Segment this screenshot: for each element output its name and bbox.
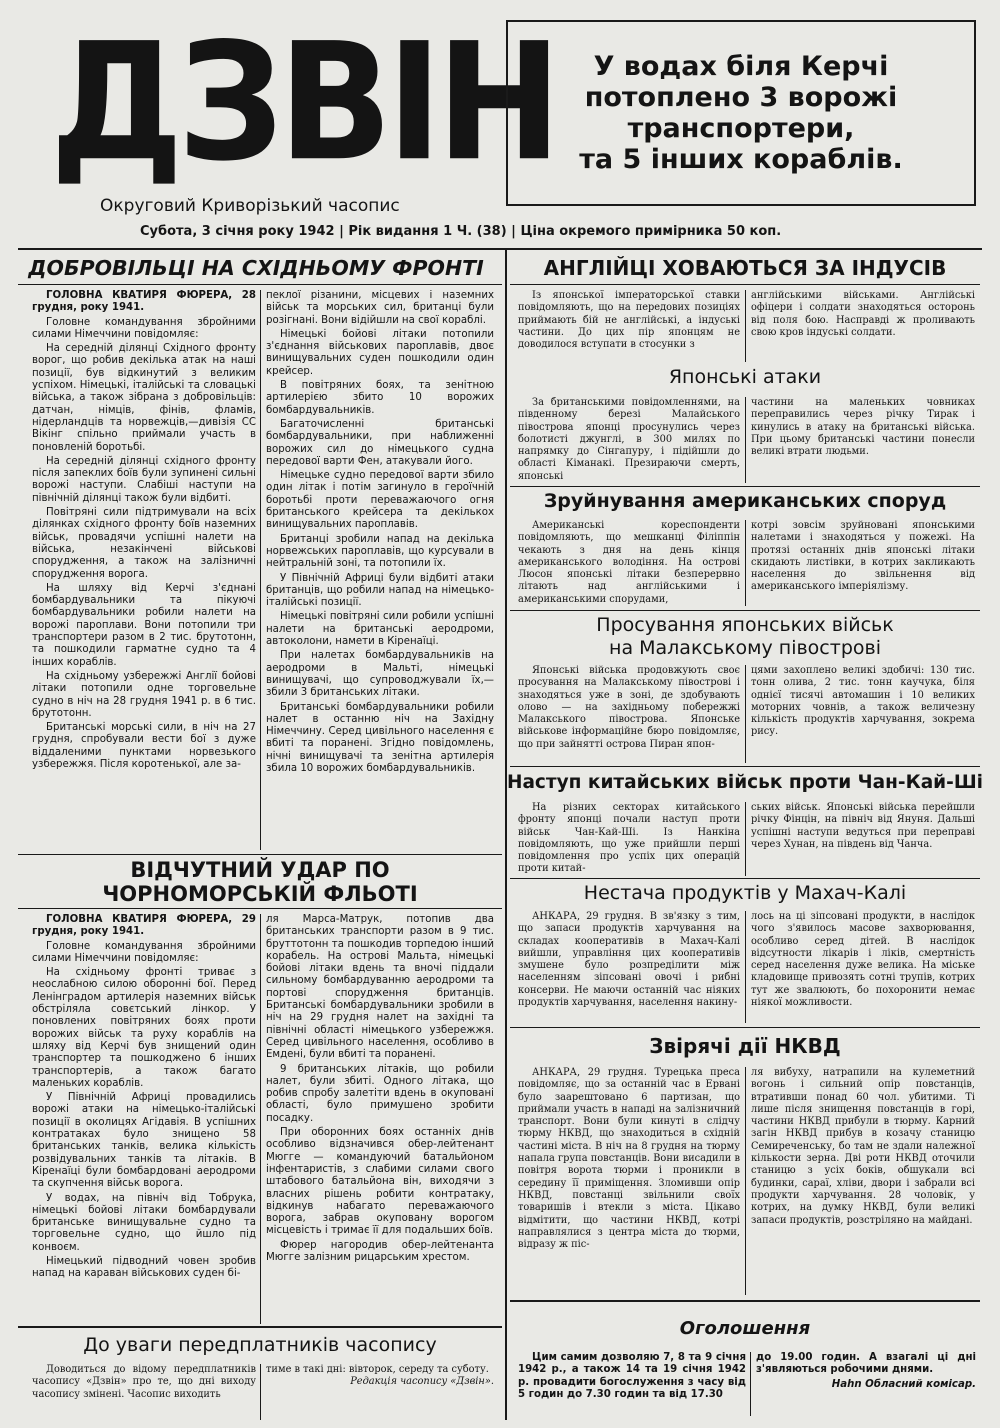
article-column: [518, 290, 740, 362]
notice-signature: Редакція часопису «Дзвін».: [350, 1376, 494, 1388]
paragraph: В повітряних боях, та зенітною артилерією збито 10 ворожих бомбардувальників.: [266, 380, 494, 416]
paragraph: ських військ. Японські війська перейшли річку Фінцін, на північ від Януня. Дальші успішні наступи ведуться при переправі через Хунан, на південь від Чанча.: [751, 802, 975, 850]
column-rule: [260, 1364, 261, 1420]
headline-line: та 5 інших кораблів.: [579, 144, 903, 175]
article-title: ДОБРОВІЛЬЦІ НА СХІДНЬОМУ ФРОНТІ: [28, 256, 484, 280]
article-lead: ГОЛОВНА КВАТИРЯ ФЮРЕРА, 28 грудня, року 1941.: [32, 290, 256, 314]
paragraph: Цим самим дозволяю 7, 8 та 9 січня 1942 р., а також 14 та 19 січня 1942 р. провадити богослуження з часу від 5 годин до 7.30 годин та від 17.30: [518, 1352, 746, 1400]
title-rule: [510, 284, 980, 285]
paragraph: У водах, на північ від Тобрука, німецькі бойові літаки бомбардували британське винищувальне судно та торговельне судно, що йшло під конвоєм.: [32, 1192, 256, 1253]
article-column: [266, 290, 494, 850]
article-column: [751, 397, 975, 483]
article-column: [751, 1067, 975, 1295]
paragraph: На шляху від Керчі з'єднані бомбардувальники та пікуючі бомбардувальники робили налети на ворожі пароплави. Вони потопили три транспортери разом в 2 тис. брутотонн, та пошкодили гарматне судно та 4 інших кораблів.: [32, 582, 256, 668]
paragraph: При налетах бомбардувальників на аеродроми в Мальті, німецькі винищувачі, що супроводжували їх,—збили 3 британських літаки.: [266, 650, 494, 699]
article-column: [751, 665, 975, 763]
paragraph: Багаточисленні британські бомбардувальники, при наближенні ворожих сил до німецького судна передової варти Фен, атакували його.: [266, 418, 494, 467]
paragraph: Німецький підводний човен зробив напад на караван військових суден бі-: [32, 1256, 256, 1280]
article-title: Зруйнування американських споруд: [543, 490, 947, 512]
paragraph: АНКАРА, 29 грудня. Турецька преса повідомляє, що за останній час в Ервані було заарештовано 6 партизан, що приймали участь в нападі на залізничний транспорт. Вони були кинуті в слідчу тюрму НКВД, що знаходиться в східній частині міста. В ніч на 8 грудня на тюрму напала група повстанців. Вони висадили в повітря ворота тюрми і проникли в середину її приміщення. Зломивши опір НКВД, повстанці звільнили своїх товаришів і втекли з міста. Цікаво відмітити, що частини НКВД, котрі направлялися з центра міста до тюрми, відразу ж піс-: [518, 1067, 740, 1251]
paragraph: За британськими повідомленнями, на південному березі Малайського півострова японці просунулись через болотисті джунглі, в 300 милях по напрямку до Сінгапуру, і підійшли до області Кіманакі. Презираючи смерть, японські: [518, 397, 740, 482]
column-rule: [745, 802, 746, 876]
paragraph: На середній ділянці Східного фронту ворог, що робив декілька атак на наші позиції, був відкинутий з великим успіхом. Німецькі, італійські та словацькі війська, а також зібрана з добровільців: датчан, німців, фінів, фламів, нідерландців та норвежців,—дивізія СС Вікінг спільно приймали участь в поновленій боротьбі.: [32, 343, 256, 453]
announcement-column: [756, 1352, 976, 1418]
column-rule: [745, 911, 746, 1023]
article-column: [32, 290, 256, 850]
paragraph: 9 британських літаків, що робили налет, були збиті. Одного літака, що робив спробу залетіти вдень в окуповані області, було примушено зробити посадку.: [266, 1063, 494, 1124]
paragraph: На середній ділянці східного фронту після запеклих боїв були зупинені сильні ворожі наступи. Слабіші наступи на північній ділянці також були відбиті.: [32, 455, 256, 504]
article-column: [518, 397, 740, 483]
paragraph: На східньому узбережжі Англії бойові літаки потопили одне торговельне судно в ніч на 28 грудня 1941 р. в 6 тис. брутотонн.: [32, 670, 256, 719]
paragraph: тиме в такі дні: вівторок, середу та суботу.: [266, 1364, 489, 1375]
column-rule: [745, 1067, 746, 1295]
dateline: Субота, 3 січня року 1942 | Рік видання 1 Ч. (38) | Ціна окремого примірника 50 коп.: [140, 224, 782, 239]
paragraph: Німецькі бойові літаки потопили з'єднання військових пароплавів, двоє винищувальних суден пошкодили один крейсер.: [266, 328, 494, 377]
newspaper-subtitle: Округовий Криворізький часопис: [100, 196, 400, 216]
article-title: Нестача продуктів у Махач-Калі: [583, 882, 907, 904]
notice-title: До уваги передплатників часопису: [83, 1334, 437, 1356]
article-title: Звірячі дії НКВД: [649, 1034, 841, 1058]
article-title-block: [510, 614, 980, 660]
paragraph: Британці зробили напад на декілька норвежських пароплавів, що курсували в нейтральній зоні, та потопили їх.: [266, 533, 494, 570]
paragraph: Головне командування збройними силами Німеччини повідомляє:: [32, 940, 256, 964]
paragraph: Фюрер нагородив обер-лейтенанта Мюгге залізним рицарським хрестом.: [266, 1239, 494, 1264]
article-title: ВІДЧУТНИЙ УДАР ПО ЧОРНОМОРСЬКІЙ ФЛЬОТІ: [102, 858, 418, 906]
article-column: [518, 665, 740, 763]
masthead-rule: [18, 248, 982, 250]
section-rule: [510, 486, 980, 487]
paragraph: Німецькі повітряні сили робили успішні налети на британські аеродроми, автоколони, намети в Кіренаїці.: [266, 611, 494, 648]
article-column: [518, 911, 740, 1023]
paragraph: цями захоплено великі здобичі: 130 тис. тонн олива, 2 тис. тонн каучука, біля однієї тисячі автомашин і 10 великих моторних човнів, а також величезну кількість продуктів харчування, зокрема рису.: [751, 665, 975, 738]
article-title: АНГЛІЙЦІ ХОВАЮТЬСЯ ЗА ІНДУСІВ: [543, 256, 947, 280]
notice-column: [32, 1364, 256, 1422]
paragraph: лось на ці зіпсовані продукти, в наслідок чого з'явилось масове захворювання, особливо серед дітей. В наслідок відсутности лікарів і ліків, смертність серед населення дуже велика. На міське кладовище привозять сотні трупів, котрих тут же звалюють, бо похоронити немає ніякої можливости.: [751, 911, 975, 1009]
title-rule: [18, 284, 502, 285]
paragraph: ля Марса-Матрук, потопив два британських транспорти разом в 9 тис. бруттотонн та пошкодив торпедою інший корабель. На острові Мальта, німецькі бойові літаки вдень та вночі піддали сильному бомбардуванню аеродроми та портові спорудження британців. Британські бомбардувальники зробили в ніч на 29 грудня налет на західні та північні області німецького узбережжя. Серед цивільного населення, особливо в Емдені, були вбиті та поранені.: [266, 914, 494, 1061]
paragraph: Німецьке судно передової варти збило один літак і потім загинуло в героїчній боротьбі проти переважаючого огня британського крейсера та декількох винищувальних пароплавів.: [266, 470, 494, 531]
column-rule: [750, 1352, 751, 1416]
paragraph: Повітряні сили підтримували на всіх ділянках східного фронту боїв наземних військ, провадячи успішні налети на війська, незакінчені військові спорудження, а також на залізничні спорудження ворога.: [32, 507, 256, 580]
article-column: [518, 520, 740, 606]
section-rule: [510, 766, 980, 767]
article-title: на Малакському півострові: [609, 637, 881, 659]
front-headline-box: [506, 20, 976, 206]
announcement-signature: Hahn Обласний комісар.: [831, 1378, 976, 1390]
section-rule: [510, 1027, 980, 1028]
center-column-rule: [505, 250, 507, 1420]
article-column: [32, 914, 256, 1324]
column-rule: [745, 290, 746, 362]
paragraph: Британські бомбардувальники робили налет в останню ніч на Західну Німеччину. Серед цивільного населення є вбиті та поранені. Згідно повідомлень, нічні винищувачі та зенітна артилерія збила 10 ворожих бомбардувальників.: [266, 701, 494, 774]
headline-line: У водах біля Керчі: [593, 51, 889, 82]
headline-line: транспортери,: [627, 113, 855, 144]
article-column: [751, 802, 975, 876]
paragraph: англійськими військами. Англійські офіцери і солдати знаходяться осторонь від поля бою. Насправді ж проливають свою кров індуські солдати.: [751, 290, 975, 338]
column-rule: [745, 665, 746, 763]
paragraph: При оборонних боях останніх днів особливо відзначився обер-лейтенант Мюгге — командуючий батальйоном інфентаристів, з слабими силами свого штабового батальйона він, виходячи з власних рішень робити контратаку, відкинув набагато переважаючого ворога, забрав окуповану ворогом місцевість і тримає її для подальших боїв.: [266, 1127, 494, 1237]
paragraph: пеклої різанини, місцевих і наземних військ та морських сил, британці були розігнані. Вони відійшли на свої кораблі.: [266, 290, 494, 326]
article-lead: ГОЛОВНА КВАТИРЯ ФЮРЕРА, 29 грудня, року 1941.: [32, 914, 256, 938]
newspaper-title: ДЗВІН: [50, 9, 556, 198]
section-rule: [18, 1326, 502, 1328]
headline-line: потоплено 3 ворожі: [584, 82, 898, 113]
article-column: [518, 802, 740, 876]
section-rule: [18, 854, 502, 855]
article-column: [751, 520, 975, 606]
section-rule: [510, 610, 980, 611]
paragraph: У Північній Африці були відбиті атаки британців, що робили напад на німецько-італійські позиції.: [266, 572, 494, 609]
article-column: [266, 914, 494, 1324]
section-rule: [510, 1300, 980, 1302]
paragraph: Головне командування збройними силами Німеччини повідомляє:: [32, 316, 256, 340]
announcement-column: [518, 1352, 746, 1418]
announcement-title: Оголошення: [679, 1318, 811, 1339]
paragraph: до 19.00 годин. А взагалі ці дні з'являються робочими днями.: [756, 1352, 976, 1376]
article-title: Просування японських військ: [596, 614, 894, 636]
column-rule: [260, 290, 261, 850]
paragraph: ля вибуху, натрапили на кулеметний вогонь і сильний опір повстанців, втративши понад 60 чол. убитими. Ті лише після знищення повстанців в горі, частини НКВД прибули в тюрму. Карний загін НКВД прибув в козачу станицю Семиреченську, бо там не здали належної кількости зерна. Дві роти НКВД оточили станицю з усіх боків, обшукали всі будинки, сараї, хліви, двори і забрали всі продукти харчування. 28 чоловік, у котрих, на думку НКВД, були великі запаси продуктів, розстріляно на майдані.: [751, 1067, 975, 1226]
section-rule: [510, 878, 980, 879]
paragraph: Британські морські сили, в ніч на 27 грудня, спробували вести бої з дуже віддаленими пунктами норвезького узбережжя. Після коротенької, але за-: [32, 722, 256, 770]
paragraph: На східньому фронті триває з неослабною силою оборонні бої. Перед Ленінградом артилерія наземних військ обстріляла совєтський лінкор. У поновлених повітряних боях проти ворожих військ та руху кораблів на шляху від Керчі був знищений один транспортер та пошкоджено 6 інших транспортерів, а також багато маленьких кораблів.: [32, 967, 256, 1089]
notice-column: [266, 1364, 494, 1422]
paragraph: На різних секторах китайського фронту японці почали наступ проти військ Чан-Кай-Ші. Із Нанкіна повідомляють, що уже прийшли перші повідомлення про успіх цих операцій проти китай-: [518, 802, 740, 875]
column-rule: [745, 520, 746, 606]
paragraph: Доводиться до відому передплатників часопису «Дзвін» про те, що дні виходу часопису змінені. Часопис виходить: [32, 1364, 256, 1400]
paragraph: У Північній Африці провадились ворожі атаки на німецько-італійські позиції в околицях Агідавія. В успішних контратаках було знищено 58 британських танків, велика кількість розвідувальних танків та літаків. В Кіренаїці були бомбардовані аеродроми та скупчення військ ворога.: [32, 1092, 256, 1190]
article-column: [751, 290, 975, 362]
paragraph: Японські війська продовжують своє просування на Малакському півострові і знаходяться уже в зоні, де здобувають олово — на західньому побережжі Малакського півострова. Японське військове інформаційне бюро повідомляє, що при зайнятті острова Пиран япон-: [518, 665, 740, 750]
article-column: [751, 911, 975, 1023]
title-rule: [18, 908, 502, 909]
article-title: Наступ китайських військ проти Чан-Кай-Ші: [506, 772, 984, 793]
column-rule: [260, 914, 261, 1324]
paragraph: котрі зовсім зруйновані японськими налетами і знаходяться у пожежі. На протязі останніх днів японські літаки скидають листівки, в котрих закликають населення до звільнення від американського імперіялізму.: [751, 520, 975, 593]
paragraph: Американські кореспонденти повідомляють, що мешканці Філіппін чекають з дня на день кінця американського володіння. На острові Люсон японські літаки безперервно літають над англійськими і американськими спорудами,: [518, 520, 740, 605]
paragraph: Із японської імператорської ставки повідомляють, що на передових позиціях приймають бій не англійські, а індуські частини. До цих пір японцям не доводилося вступати в стосунки з: [518, 290, 740, 351]
article-title: Японські атаки: [668, 366, 822, 388]
paragraph: АНКАРА, 29 грудня. В зв'язку з тим, що запаси продуктів харчування на складах кооперативів в Махач-Калі вийшли, управління цих кооперативів змушене було розпреділити між населенням зіпсовані овочі і рибні консерви. Не маючи останній час ніяких продуктів харчування, населення накину-: [518, 911, 740, 1009]
paragraph: частини на маленьких човниках переправились через річку Тирак і кинулись в атаку на британські війська. При цьому британські частини понесли великі втрати людьми.: [751, 397, 975, 458]
article-column: [518, 1067, 740, 1295]
column-rule: [745, 397, 746, 483]
